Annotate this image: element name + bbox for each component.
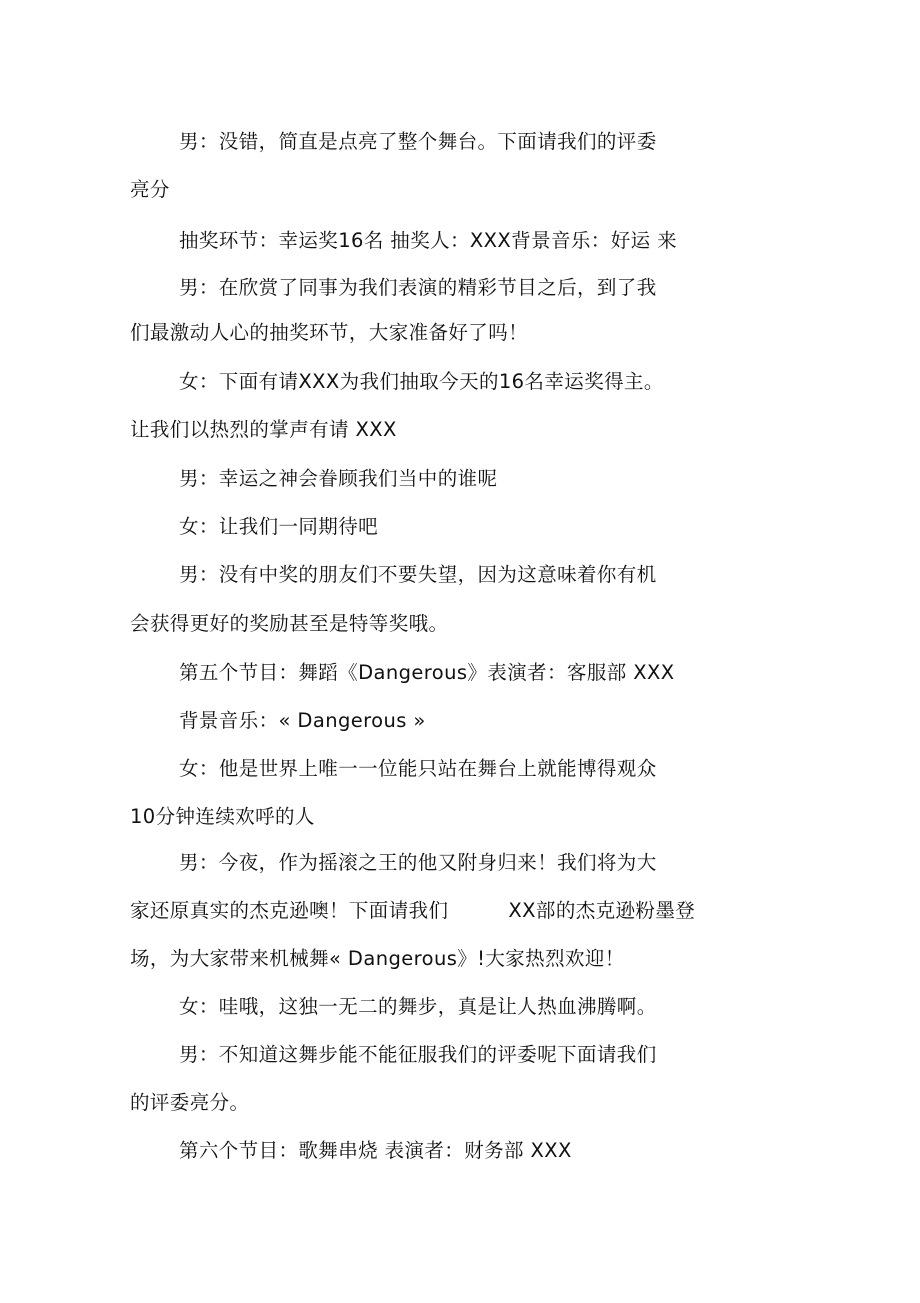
paragraph-line-10: 男：没有中奖的朋友们不要失望，因为这意味着你有机 [179, 563, 657, 586]
paragraph-line-14: 女：他是世界上唯一一位能只站在舞台上就能博得观众 [179, 757, 657, 780]
paragraph-line-20: 男：不知道这舞步能不能征服我们的评委呢下面请我们 [179, 1043, 657, 1066]
paragraph-line-17 [130, 898, 695, 924]
paragraph-line-5: 们最激动人心的抽奖环节，大家准备好了吗！ [130, 321, 529, 344]
paragraph-line-16: 男：今夜，作为摇滚之王的他又附身归来！我们将为大 [179, 851, 657, 874]
paragraph-line-17-part-2: XX部的杰克逊粉墨登 [508, 899, 696, 922]
lottery-section-heading: 抽奖环节：幸运奖16名 抽奖人：XXX背景音乐：好运 来 [179, 229, 677, 252]
paragraph-line-9: 女：让我们一同期待吧 [179, 515, 379, 538]
paragraph-line-17-part-1: 家还原真实的杰克逊噢！下面请我们 [130, 899, 449, 922]
paragraph-line-15: 10分钟连续欢呼的人 [130, 805, 315, 828]
paragraph-line-11: 会获得更好的奖励甚至是特等奖哦。 [130, 612, 449, 635]
paragraph-line-1: 男：没错，简直是点亮了整个舞台。下面请我们的评委 [179, 130, 657, 153]
paragraph-line-19: 女：哇哦，这独一无二的舞步，真是让人热血沸腾啊。 [179, 995, 657, 1018]
paragraph-line-18: 场，为大家带来机械舞« Dangerous》!大家热烈欢迎！ [130, 947, 625, 970]
paragraph-line-2: 亮分 [130, 178, 170, 201]
paragraph-line-6: 女：下面有请XXX为我们抽取今天的16名幸运奖得主。 [179, 370, 664, 393]
paragraph-line-8: 男：幸运之神会眷顾我们当中的谁呢 [179, 467, 498, 490]
program-six-heading: 第六个节目：歌舞串烧 表演者：财务部 XXX [179, 1139, 572, 1162]
paragraph-line-21: 的评委亮分。 [130, 1091, 250, 1114]
background-music-line: 背景音乐：« Dangerous » [179, 709, 426, 732]
program-five-heading: 第五个节目：舞蹈《Dangerous》表演者：客服部 XXX [179, 661, 675, 684]
paragraph-line-4: 男：在欣赏了同事为我们表演的精彩节目之后，到了我 [179, 276, 657, 299]
paragraph-line-7: 让我们以热烈的掌声有请 XXX [130, 418, 397, 441]
